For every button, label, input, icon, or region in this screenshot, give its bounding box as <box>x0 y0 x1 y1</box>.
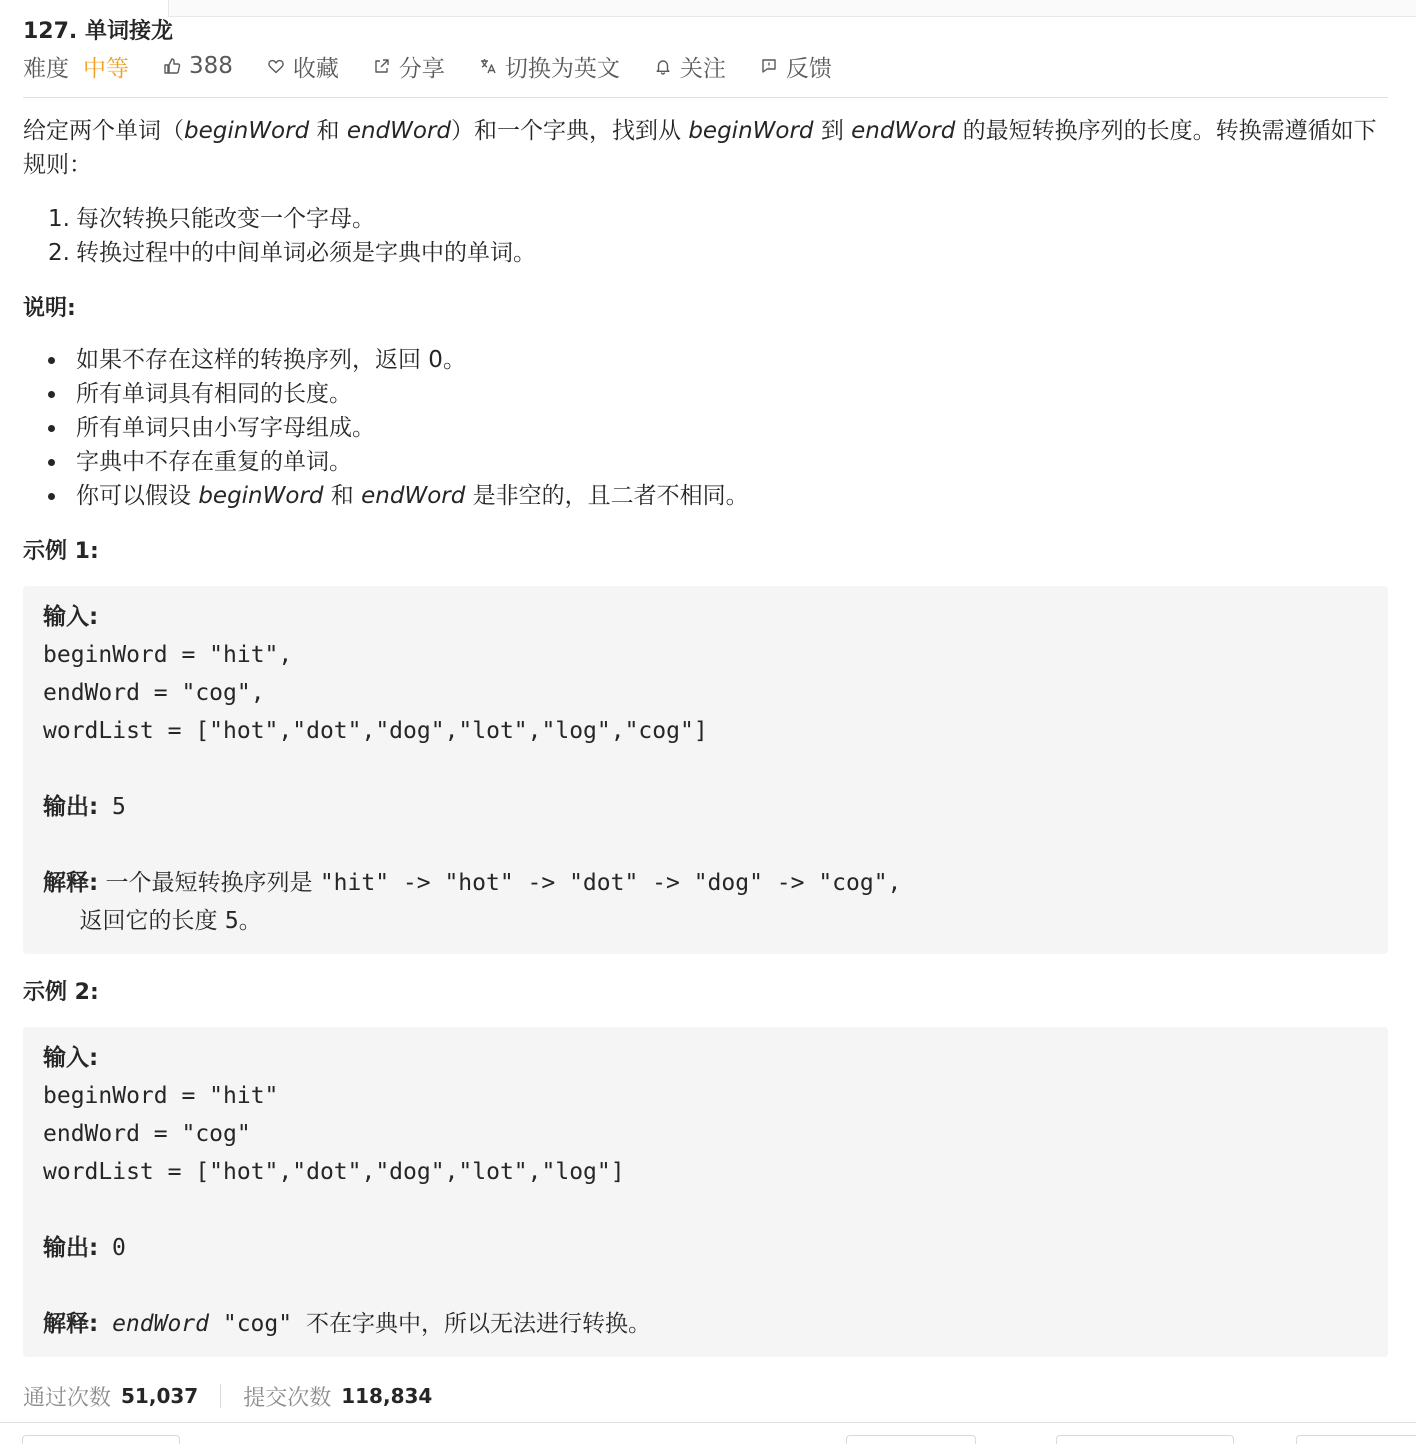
blank-line <box>43 826 1368 864</box>
problem-title: 127. 单词接龙 <box>23 19 173 44</box>
share-label: 分享 <box>398 55 445 82</box>
top-panel-strip <box>168 0 1416 17</box>
list-item: 所有单词具有相同的长度。 <box>23 377 1388 411</box>
list-text: 你可以假设 <box>76 483 199 509</box>
input-label: 输入: <box>43 1045 99 1071</box>
note-end-word: endWord <box>361 483 466 509</box>
problem-content <box>23 16 1388 1357</box>
list-item: 字典中不存在重复的单词。 <box>23 445 1388 479</box>
output-value: 5 <box>98 794 126 820</box>
blank-line <box>43 750 1368 788</box>
input-label: 输入: <box>43 604 99 630</box>
code-line: beginWord = "hit", <box>43 642 293 668</box>
list-text: 转换过程中的中间单词必须是字典中的单词。 <box>76 240 536 266</box>
output-label: 输出: <box>43 1235 99 1261</box>
explain-label: 解释: <box>43 1311 99 1337</box>
code-line: wordList = ["hot","dot","dog","lot","log"] <box>43 1159 625 1185</box>
list-number: 1. <box>48 206 70 232</box>
submitted-label: 提交次数 <box>243 1385 332 1411</box>
example-2-heading: 示例 2: <box>23 980 99 1005</box>
feedback-button[interactable] <box>760 50 832 83</box>
output-value: 0 <box>98 1235 126 1261</box>
explain-code: "cog" <box>209 1311 306 1337</box>
explain-text: 。 <box>238 908 262 934</box>
follow-button[interactable] <box>654 50 726 83</box>
list-item <box>23 236 1388 270</box>
thumbs-up-icon <box>163 57 189 75</box>
notes-list <box>23 343 1388 513</box>
blank-line <box>43 1191 1368 1229</box>
list-text: 是非空的，且二者不相同。 <box>465 483 749 509</box>
accepted-label: 通过次数 <box>23 1385 112 1411</box>
explain-italic: endWord <box>112 1311 209 1337</box>
list-item <box>23 479 1388 513</box>
problem-meta-bar <box>23 48 1388 84</box>
output-label: 输出: <box>43 794 99 820</box>
list-number: 2. <box>48 240 70 266</box>
heart-icon <box>267 57 293 75</box>
submission-stats <box>23 1380 432 1412</box>
list-text: 每次转换只能改变一个字母。 <box>76 206 375 232</box>
favorite-label: 收藏 <box>292 55 339 82</box>
code-line: endWord = "cog" <box>43 1121 251 1147</box>
explain-text: 返回它的长度 <box>43 908 225 934</box>
example-1-block <box>23 586 1388 954</box>
list-item: 所有单词只由小写字母组成。 <box>23 411 1388 445</box>
feedback-label: 反馈 <box>785 55 832 82</box>
feedback-icon <box>760 57 786 75</box>
code-line: wordList = ["hot","dot","dog","lot","log","cog"] <box>43 718 708 744</box>
stats-divider <box>220 1384 221 1408</box>
favorite-button[interactable] <box>267 50 339 83</box>
explain-text: 不在字典中，所以无法进行转换。 <box>305 1311 651 1337</box>
share-button[interactable] <box>373 50 445 83</box>
switch-language-button[interactable] <box>479 50 620 83</box>
desc-text: 和 <box>309 118 347 144</box>
translate-icon <box>479 57 505 75</box>
like-button[interactable] <box>163 53 233 79</box>
follow-label: 关注 <box>679 55 726 82</box>
list-item <box>23 202 1388 236</box>
desc-end-word: endWord <box>346 118 452 144</box>
explain-number: 5 <box>224 908 239 934</box>
code-line: beginWord = "hit" <box>43 1083 279 1109</box>
note-begin-word: beginWord <box>198 483 324 509</box>
blank-line <box>43 1267 1368 1305</box>
list-text: 和 <box>323 483 362 509</box>
desc-text: ）和一个字典，找到从 <box>451 118 689 144</box>
switch-language-label: 切换为英文 <box>504 55 620 82</box>
example-2-block <box>23 1027 1388 1357</box>
desc-text: 到 <box>813 118 852 144</box>
list-item: 如果不存在这样的转换序列，返回 0。 <box>23 343 1388 377</box>
explain-code: "hit" -> "hot" -> "dot" -> "dog" -> "cog", <box>319 870 902 896</box>
difficulty-badge: 中等 <box>83 55 129 82</box>
desc-begin-word: beginWord <box>688 118 814 144</box>
like-count: 388 <box>189 53 233 79</box>
submitted-count: 118,834 <box>341 1384 433 1408</box>
share-icon <box>373 57 399 75</box>
desc-text: 给定两个单词（ <box>23 118 184 144</box>
rules-list <box>23 202 1388 270</box>
example-1-heading: 示例 1: <box>23 539 99 564</box>
notes-heading: 说明: <box>23 296 76 321</box>
bell-icon <box>654 57 680 75</box>
desc-begin-word: beginWord <box>184 118 310 144</box>
accepted-count: 51,037 <box>121 1384 199 1408</box>
problem-description <box>23 114 1383 182</box>
footer-divider <box>0 1422 1416 1423</box>
desc-end-word: endWord <box>851 118 956 144</box>
desc-text: 的最短转换序列的长度。转换需遵循如下规则： <box>23 118 1377 178</box>
explain-label: 解释: <box>43 870 99 896</box>
difficulty-label: 难度 <box>23 55 69 82</box>
code-line: endWord = "cog", <box>43 680 265 706</box>
divider <box>23 97 1388 98</box>
explain-text: 一个最短转换序列是 <box>98 870 320 896</box>
